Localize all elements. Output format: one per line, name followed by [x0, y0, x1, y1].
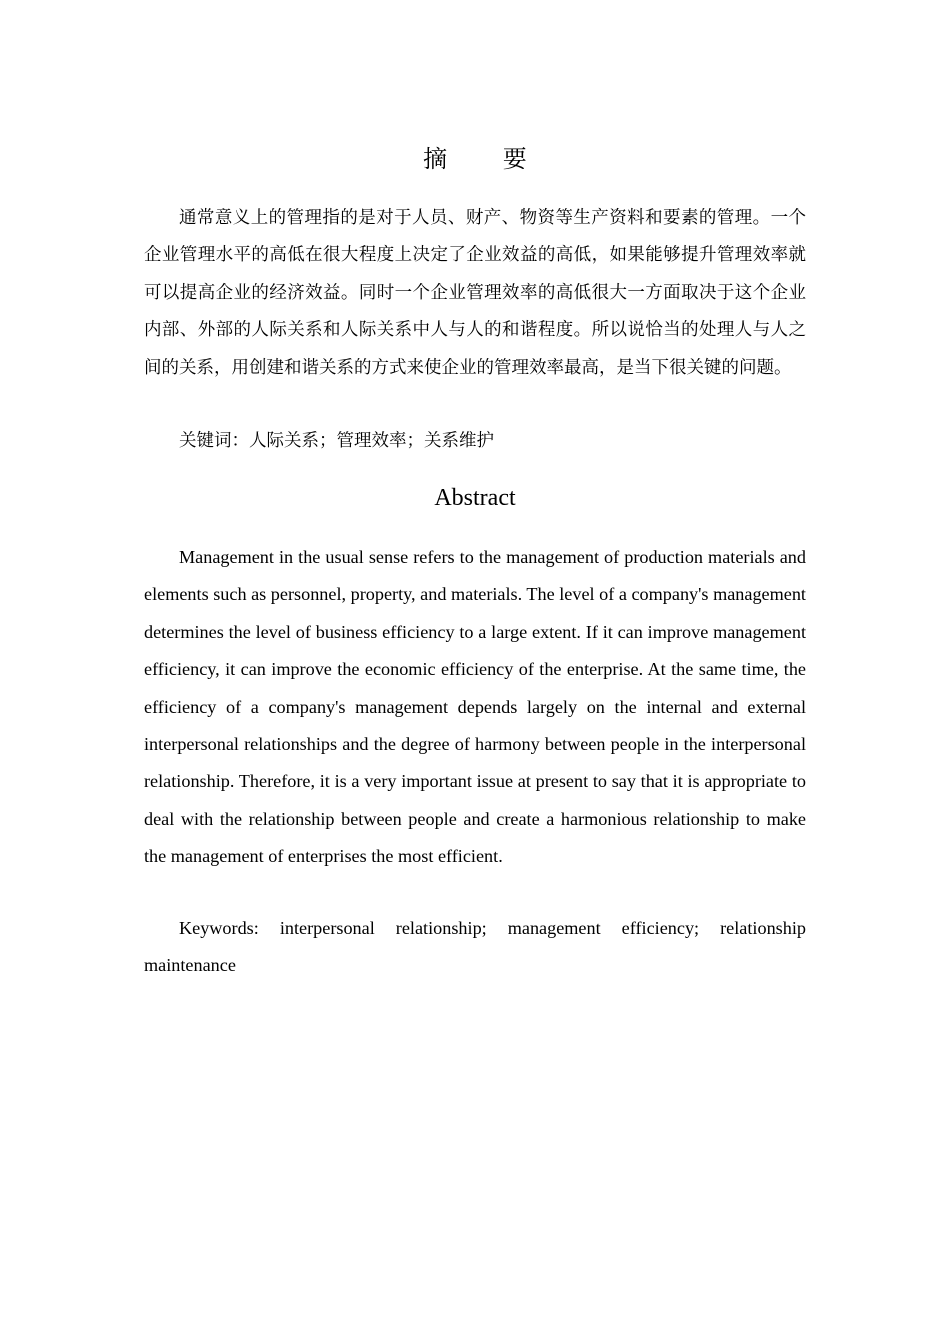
chinese-keywords: 关键词：人际关系；管理效率；关系维护 — [179, 431, 494, 451]
english-abstract-title: Abstract — [434, 485, 516, 511]
chinese-abstract-title: 摘 要 — [423, 145, 551, 173]
chinese-abstract-body: 通常意义上的管理指的是对于人员、财产、物资等生产资料和要素的管理。一个企业管理水平的高低在很大程度上决定了企业效益的高低，如果能够提升管理效率就可以提高企业的经济效益。同时一个企业管理效率的高低很大一方面取决于这个企业内部、外部的人际关系和人际关系中人与人的和谐程度。所以说恰当的处理人与人之间的关系，用创建和谐关系的方式来使企业的管理效率最高，是当下很关键的问题。 — [144, 208, 806, 378]
english-keywords: Keywords: interpersonal relationship; management efficiency; relationship maintenance — [144, 918, 806, 976]
english-abstract-body: Management in the usual sense refers to the management of production materials and elements such as personnel, property, and materials. The level of a company's management determines the level of business efficiency to a large extent. If it can improve management efficiency, it can improve the economic efficiency of the enterprise. At the same time, the efficiency of a company's management depends largely on the internal and external interpersonal relationships and the degree of harmony between people in the interpersonal relationship. Therefore, it is a very important issue at present to say that it is appropriate to deal with the relationship between people and create a harmonious relationship to make the management of enterprises the most efficient. — [144, 547, 806, 867]
